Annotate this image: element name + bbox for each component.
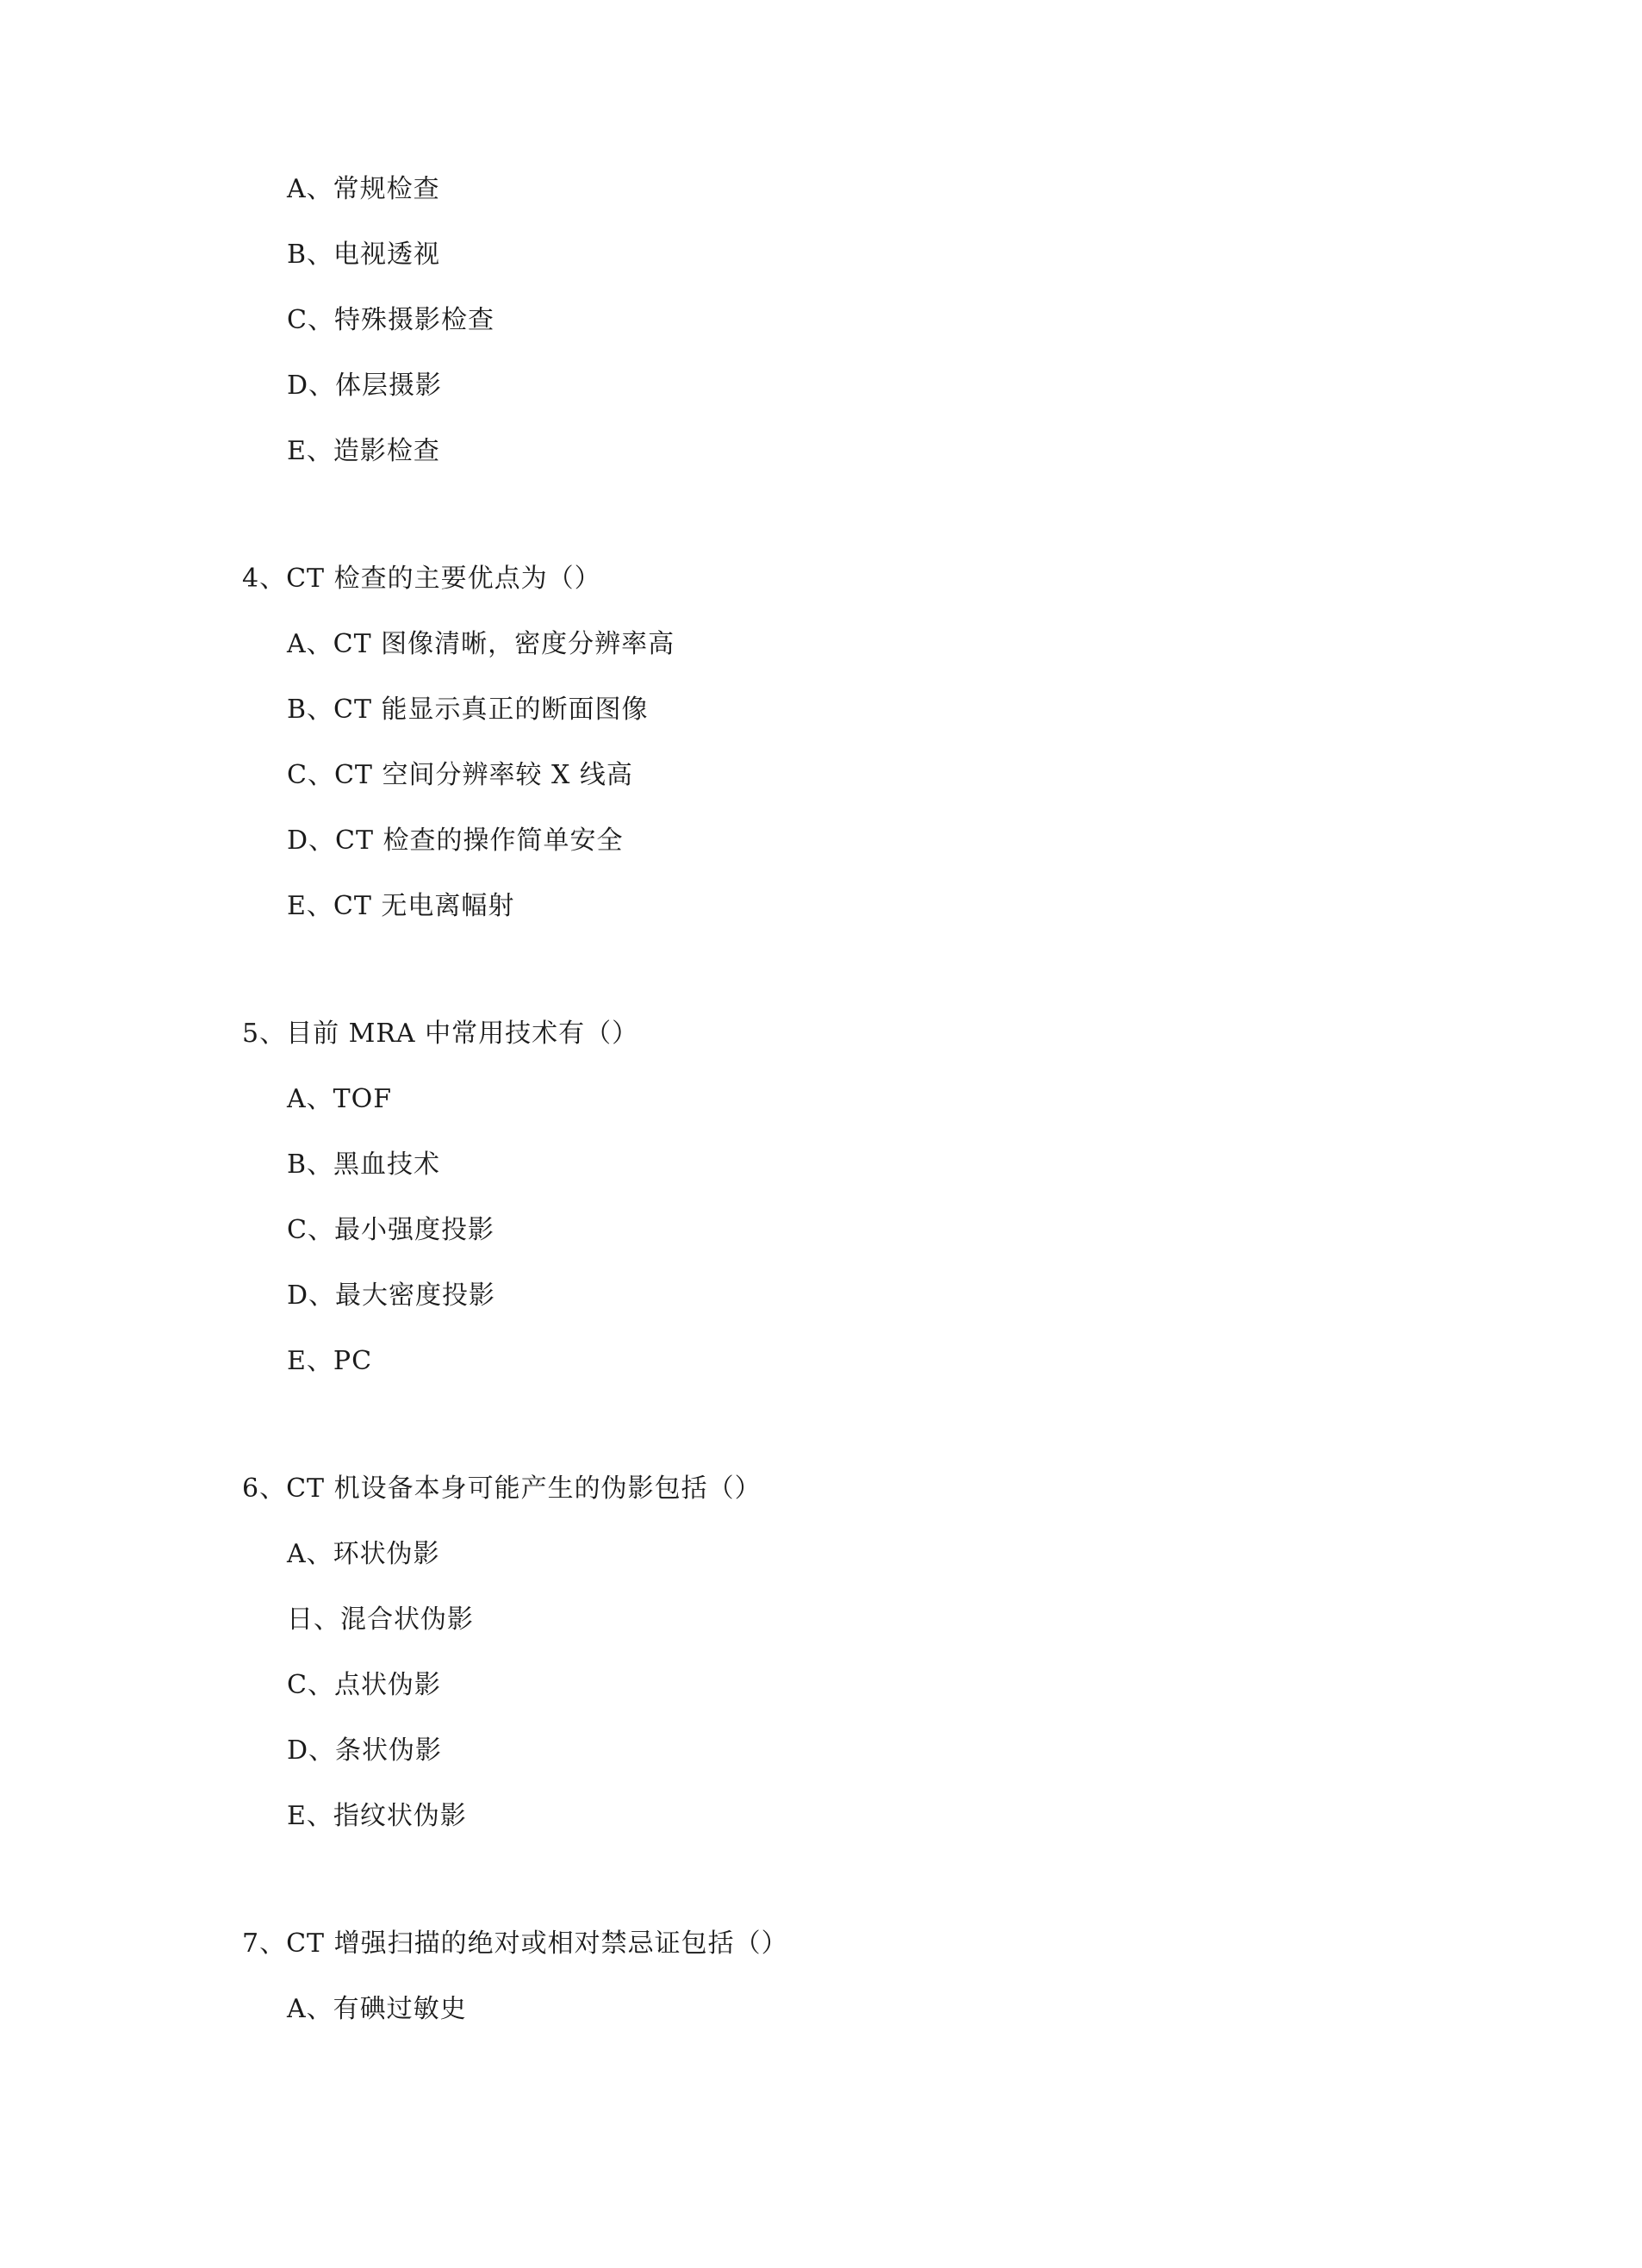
q3-option-d: D、体层摄影 — [287, 371, 443, 401]
q4-option-c: C、CT 空间分辨率较 X 线高 — [287, 760, 633, 790]
q5-option-d: D、最大密度投影 — [287, 1280, 496, 1311]
q3-option-c: C、特殊摄影检查 — [287, 305, 494, 335]
q5-option-e: E、PC — [287, 1346, 373, 1376]
q4-option-a: A、CT 图像清晰，密度分辨率高 — [287, 629, 675, 659]
q4-option-d: D、CT 检查的操作简单安全 — [287, 826, 624, 856]
q5-option-a: A、TOF — [287, 1084, 393, 1114]
q6-question: 6、CT 机设备本身可能产生的伪影包括（） — [242, 1474, 762, 1504]
q6-option-b: 日、混合状伪影 — [287, 1604, 474, 1635]
q3-option-e: E、造影检查 — [287, 436, 440, 466]
q5-question: 5、目前 MRA 中常用技术有（） — [242, 1019, 639, 1049]
q4-question: 4、CT 检查的主要优点为（） — [242, 564, 601, 594]
q6-option-d: D、条状伪影 — [287, 1735, 443, 1766]
q4-option-b: B、CT 能显示真正的断面图像 — [287, 695, 649, 725]
q6-option-c: C、点状伪影 — [287, 1670, 441, 1700]
q5-option-c: C、最小强度投影 — [287, 1215, 494, 1245]
q4-option-e: E、CT 无电离幅射 — [287, 891, 515, 921]
q5-option-b: B、黑血技术 — [287, 1150, 441, 1180]
q3-option-a: A、常规检查 — [287, 174, 440, 204]
q6-option-a: A、环状伪影 — [287, 1539, 440, 1569]
q7-option-a: A、有碘过敏史 — [287, 1994, 467, 2024]
q7-question: 7、CT 增强扫描的绝对或相对禁忌证包括（） — [242, 1928, 788, 1959]
q6-option-e: E、指纹状伪影 — [287, 1801, 467, 1831]
q3-option-b: B、电视透视 — [287, 240, 441, 270]
